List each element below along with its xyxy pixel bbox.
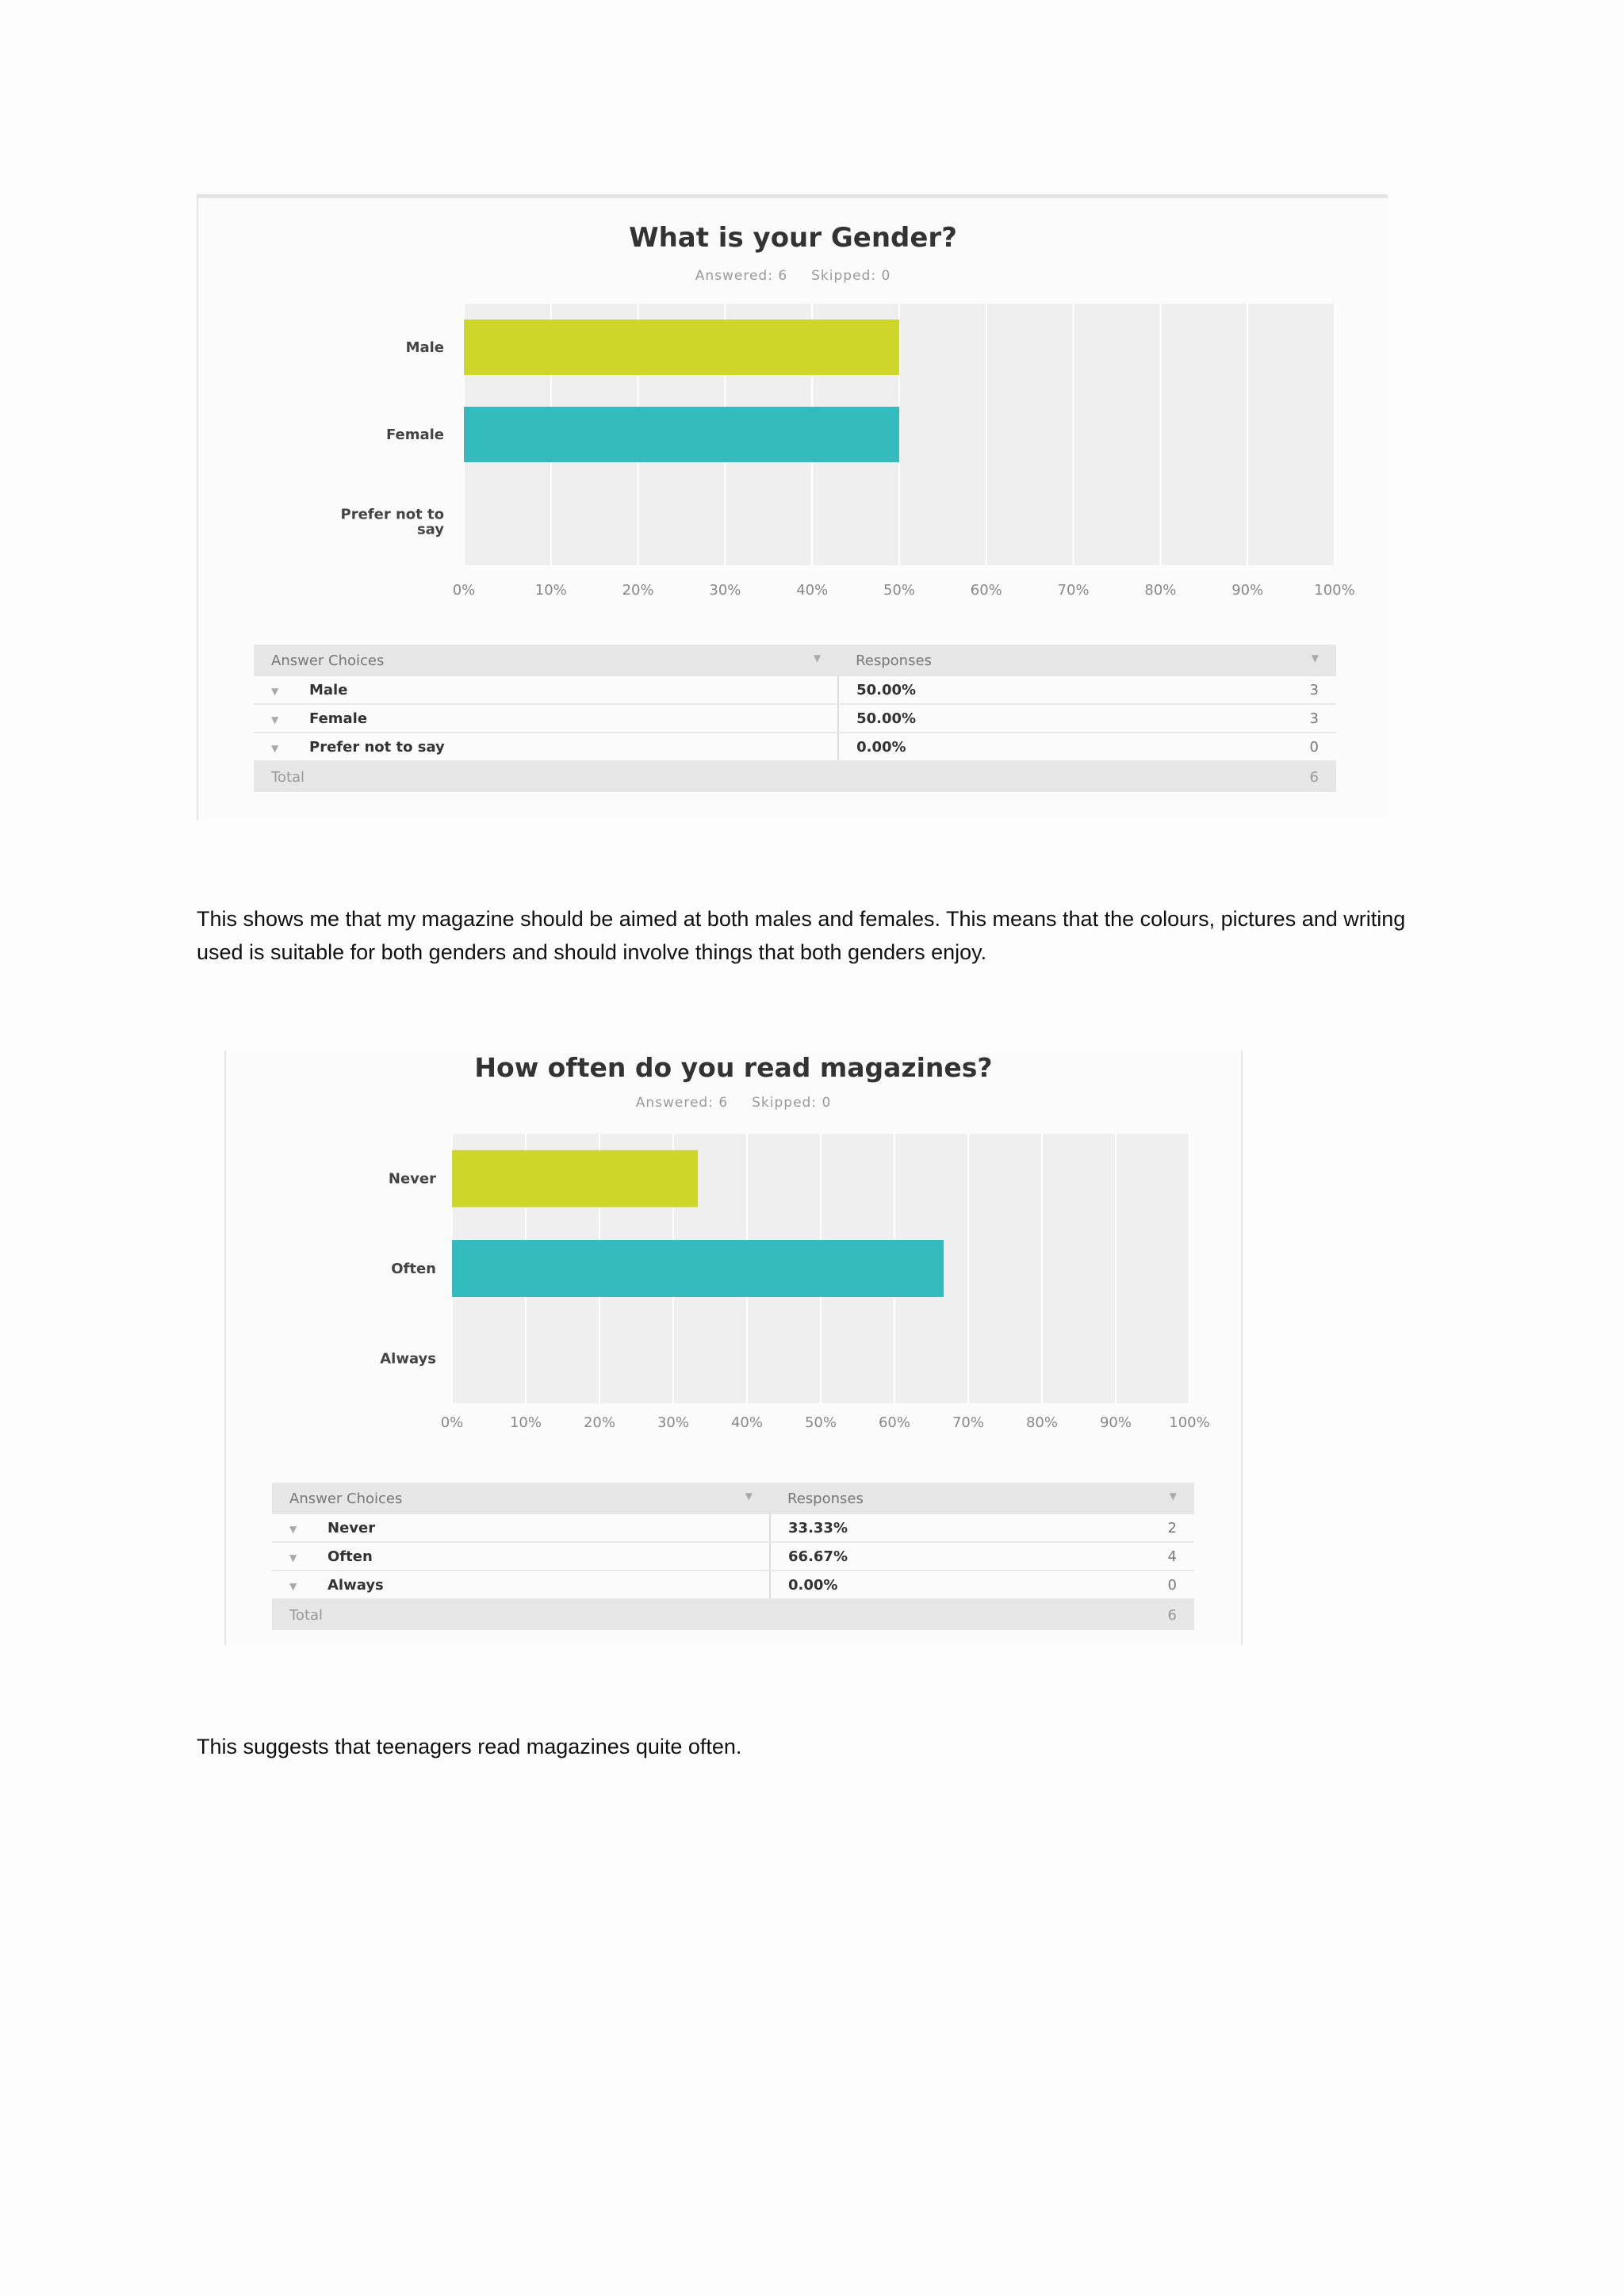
x-tick-label: 80% — [1144, 582, 1177, 599]
x-tick-label: 100% — [1314, 582, 1355, 599]
response-count: 3 — [1179, 704, 1336, 733]
answer-table — [272, 1483, 1194, 1630]
reading-frequency-chart — [224, 1050, 1243, 1645]
table-row — [254, 676, 1336, 704]
expand-icon[interactable]: ▼ — [289, 1552, 297, 1563]
x-tick-label: 30% — [709, 582, 741, 599]
choice-label: Male — [309, 681, 348, 698]
category-label: Prefer not to — [340, 506, 444, 523]
x-tick-label: 10% — [534, 582, 567, 599]
response-percent: 0.00% — [770, 1571, 1060, 1599]
x-tick-label: 90% — [1099, 1414, 1132, 1431]
answer-choices-header[interactable]: Answer Choices ▼ — [254, 645, 838, 676]
x-tick-label: 0% — [440, 1414, 464, 1431]
total-count: 6 — [1179, 761, 1336, 792]
x-tick-label: 80% — [1025, 1414, 1059, 1431]
answered-count: Answered: 6 — [635, 1095, 729, 1111]
analysis-paragraph: This suggests that teenagers read magazines quite often. — [197, 1735, 742, 1758]
category-label: Always — [380, 1350, 436, 1368]
skipped-count: Skipped: 0 — [752, 1095, 832, 1111]
bar — [464, 320, 899, 375]
sort-caret-icon[interactable]: ▼ — [813, 652, 822, 664]
x-tick-label: 50% — [804, 1414, 837, 1431]
choice-label: Often — [327, 1548, 373, 1565]
x-tick-label: 40% — [730, 1414, 764, 1431]
response-percent: 50.00% — [838, 676, 1178, 704]
x-tick-label: 20% — [622, 582, 654, 599]
sort-caret-icon[interactable]: ▼ — [1311, 652, 1319, 664]
x-tick-label: 40% — [796, 582, 829, 599]
x-tick-label: 20% — [583, 1414, 616, 1431]
category-label: say — [416, 521, 444, 538]
response-percent: 33.33% — [770, 1514, 1060, 1542]
expand-icon[interactable]: ▼ — [271, 714, 279, 725]
x-tick-label: 70% — [952, 1414, 985, 1431]
response-count: 4 — [1060, 1542, 1194, 1571]
response-percent: 50.00% — [838, 704, 1178, 733]
answer-choices-header[interactable]: Answer Choices ▼ — [272, 1483, 770, 1514]
responses-header[interactable]: Responses ▼ — [838, 645, 1336, 676]
table-row — [272, 1571, 1194, 1599]
choice-label: Female — [309, 710, 368, 727]
answer-table — [254, 645, 1336, 792]
expand-icon[interactable]: ▼ — [271, 685, 279, 697]
response-percent: 0.00% — [838, 733, 1178, 761]
expand-icon[interactable]: ▼ — [289, 1580, 297, 1592]
bar-chart — [226, 1050, 1241, 1447]
table-row — [272, 1514, 1194, 1542]
sort-caret-icon[interactable]: ▼ — [745, 1490, 753, 1502]
response-count: 2 — [1060, 1514, 1194, 1542]
category-label: Never — [388, 1170, 436, 1188]
choice-label: Prefer not to say — [309, 738, 445, 756]
bar — [452, 1240, 944, 1297]
x-tick-label: 70% — [1057, 582, 1090, 599]
response-count: 0 — [1179, 733, 1336, 761]
x-tick-label: 30% — [657, 1414, 690, 1431]
table-row — [254, 704, 1336, 733]
total-row — [272, 1599, 1194, 1630]
total-label: Total — [254, 761, 838, 792]
skipped-count: Skipped: 0 — [811, 268, 891, 284]
answered-count: Answered: 6 — [695, 268, 788, 284]
bar-chart — [198, 198, 1388, 610]
response-count: 3 — [1179, 676, 1336, 704]
responses-header[interactable]: Responses ▼ — [770, 1483, 1194, 1514]
chart-title: How often do you read magazines? — [474, 1052, 993, 1083]
sort-caret-icon[interactable]: ▼ — [1169, 1490, 1177, 1502]
table-row — [254, 733, 1336, 761]
gender-survey-chart — [197, 194, 1388, 821]
chart-title: What is your Gender? — [629, 222, 957, 254]
category-label: Often — [391, 1261, 436, 1277]
x-tick-label: 50% — [883, 582, 916, 599]
response-count: 0 — [1060, 1571, 1194, 1599]
choice-label: Always — [327, 1576, 384, 1594]
bar — [452, 1150, 698, 1207]
total-row — [254, 761, 1336, 792]
x-tick-label: 0% — [452, 582, 476, 599]
total-label: Total — [272, 1599, 770, 1630]
expand-icon[interactable]: ▼ — [289, 1523, 297, 1535]
x-tick-label: 60% — [970, 582, 1002, 599]
x-tick-label: 10% — [509, 1414, 542, 1431]
analysis-paragraph: This shows me that my magazine should be aimed at both males and females. This means that the colours, pictures and writing used is suitable for both genders and should involve things that both genders enjoy. — [197, 907, 1406, 964]
x-tick-label: 100% — [1169, 1414, 1210, 1431]
category-label: Female — [385, 427, 444, 443]
bar — [464, 407, 899, 462]
response-percent: 66.67% — [770, 1542, 1060, 1571]
table-row — [272, 1542, 1194, 1571]
x-tick-label: 60% — [878, 1414, 911, 1431]
x-tick-label: 90% — [1231, 582, 1264, 599]
total-count: 6 — [1060, 1599, 1194, 1630]
expand-icon[interactable]: ▼ — [271, 742, 279, 754]
category-label: Male — [405, 339, 444, 356]
choice-label: Never — [327, 1519, 376, 1536]
